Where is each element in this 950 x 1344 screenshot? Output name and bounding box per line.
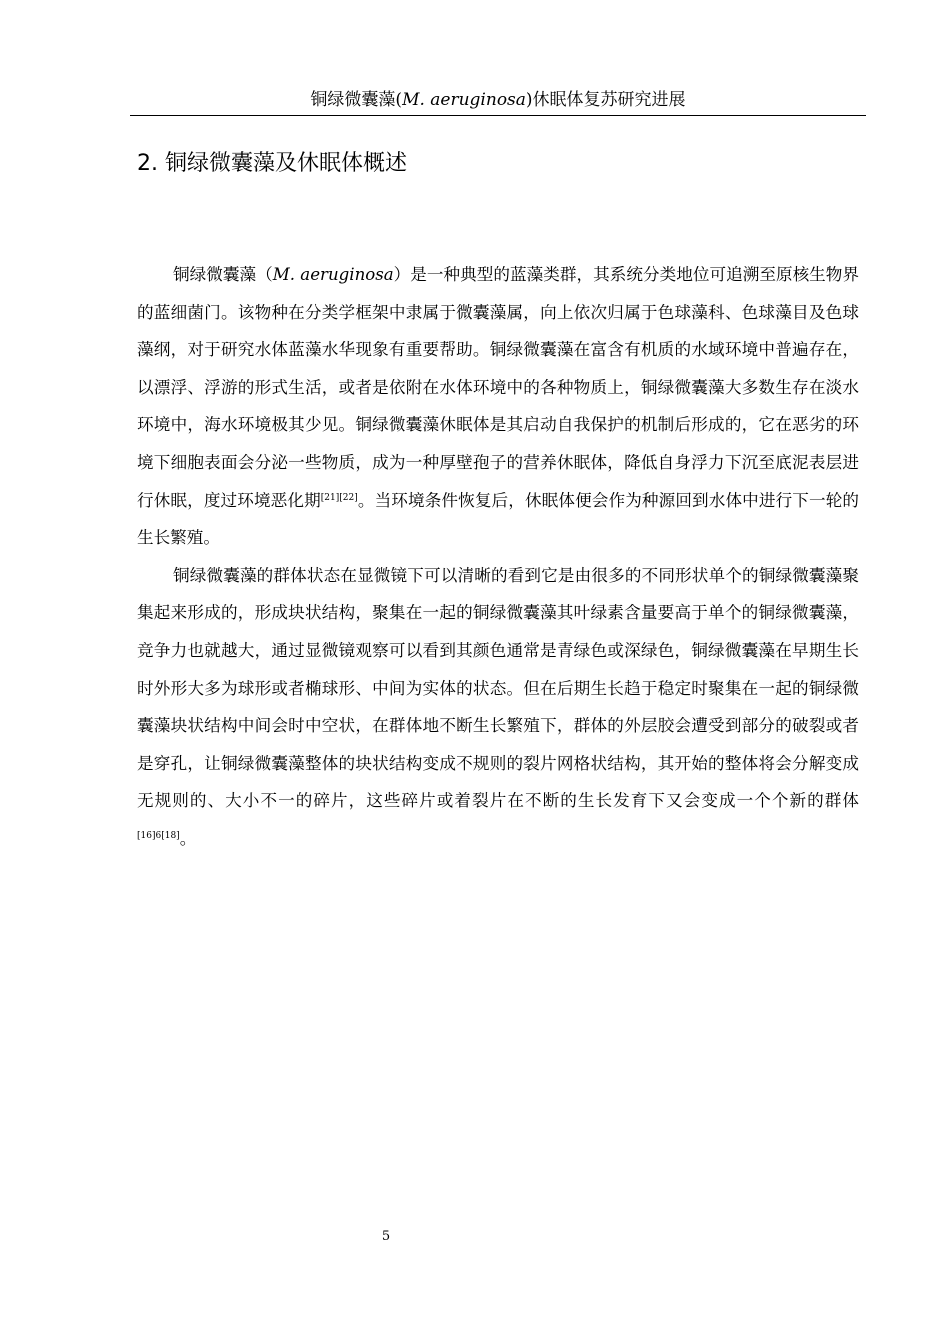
citation-21-22: [21][22] xyxy=(320,492,358,503)
paragraph-1-species-name: M. aeruginosa xyxy=(272,265,394,284)
citation-16-6-18: [16]6[18] xyxy=(137,830,180,841)
paragraph-1 xyxy=(137,256,859,557)
body-text xyxy=(137,256,859,858)
paragraph-1-text-a: 铜绿微囊藻（ xyxy=(173,265,273,284)
paragraph-2-end: 。 xyxy=(179,828,197,848)
header-text-start: 铜绿微囊藻( xyxy=(310,90,403,110)
page-number: 5 xyxy=(381,1229,391,1244)
section-heading: 2. 铜绿微囊藻及休眠体概述 xyxy=(137,151,407,176)
header-rule xyxy=(130,115,866,116)
header-text-end: )休眠体复苏研究进展 xyxy=(525,90,686,110)
paragraph-2-text: 铜绿微囊藻的群体状态在显微镜下可以清晰的看到它是由很多的不同形状单个的铜绿微囊藻聚集起来形成的，形成块状结构，聚集在一起的铜绿微囊藻其叶绿素含量要高于单个的铜绿微囊藻，竞争力也就越大，通过显微镜观察可以看到其颜色通常是青绿色或深绿色，铜绿微囊藻在早期生长时外形大多为球形或者椭球形、中间为实体的状态。但在后期生长趋于稳定时聚集在一起的铜绿微囊藻块状结构中间会时中空状，在群体地不断生长繁殖下，群体的外层胶会遭受到部分的破裂或者是穿孔，让铜绿微囊藻整体的块状结构变成不规则的裂片网格状结构，其开始的整体将会分解变成无规则的、大小不一的碎片，这些碎片或着裂片在不断的生长发育下又会变成一个个新的群体 xyxy=(137,565,859,811)
paragraph-1-text-b: ）是一种典型的蓝藻类群，其系统分类地位可追溯至原核生物界的蓝细菌门。该物种在分类学框架中隶属于微囊藻属，向上依次归属于色球藻科、色球藻目及色球藻纲，对于研究水体蓝藻水华现象有重要帮助。铜绿微囊藻在富含有机质的水域环境中普遍存在，以漂浮、浮游的形式生活，或者是依附在水体环境中的各种物质上，铜绿微囊藻大多数生存在淡水环境中，海水环境极其少见。铜绿微囊藻休眠体是其启动自我保护的机制后形成的，它在恶劣的环境下细胞表面会分泌一些物质，成为一种厚壁孢子的营养休眠体，降低自身浮力下沉至底泥表层进行休眠，度过环境恶化期 xyxy=(137,265,860,510)
running-header xyxy=(130,88,866,112)
paragraph-2 xyxy=(137,557,859,858)
paragraph-1-text-c: 。当环境条件恢复后，休眠体便会作为种源回到水体中进行下一轮的生长繁殖。 xyxy=(137,490,860,548)
header-species-name: M. aeruginosa xyxy=(402,90,526,110)
